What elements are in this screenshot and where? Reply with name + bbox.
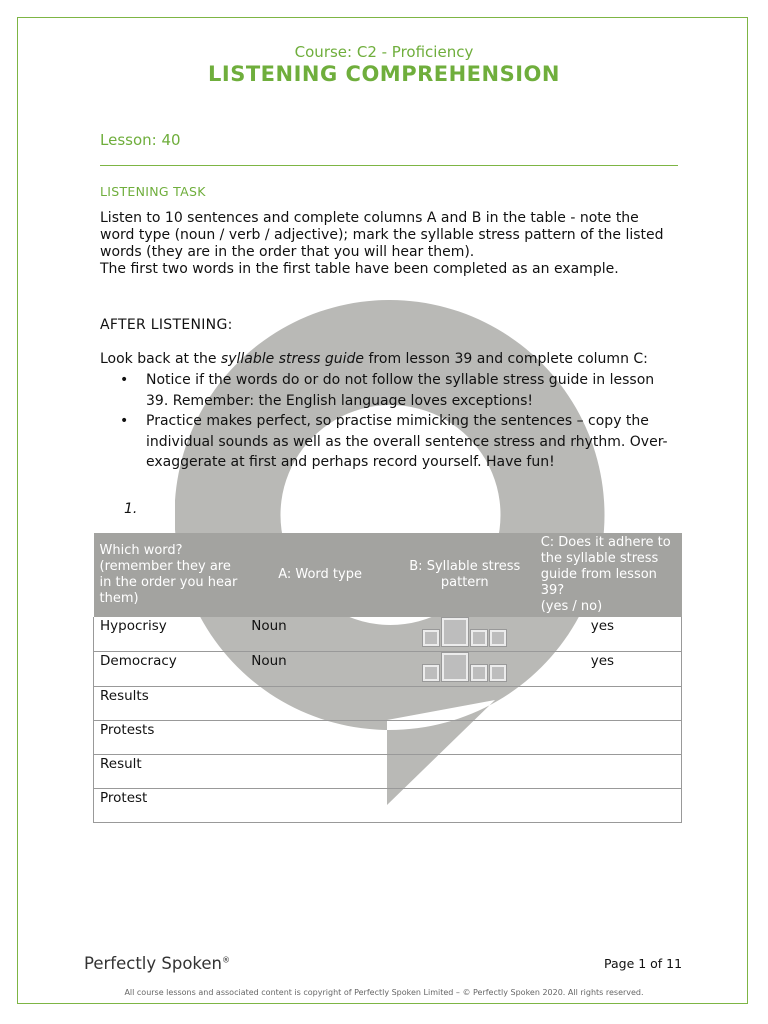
column-header-word	[94, 533, 246, 617]
look-text: Look back at the	[100, 351, 221, 367]
header-line: C: Does it adhere to	[540, 535, 671, 550]
adherence-cell[interactable]: yes	[535, 617, 682, 652]
list-item-line: exaggerate at first and perhaps record yourself. Have fun!	[146, 454, 555, 470]
header-line: pattern	[440, 575, 489, 590]
perfectly-spoken-logo	[84, 954, 230, 973]
lesson-number: Lesson: 40	[100, 131, 181, 149]
adherence-cell[interactable]	[535, 789, 682, 823]
look-text: from lesson 39 and complete column C:	[364, 351, 648, 367]
list-item-line: individual sounds as well as the overall sentence stress and rhythm. Over-	[146, 433, 668, 450]
word-cell[interactable]: Result	[94, 755, 246, 789]
list-item-line: 39. Remember: the English language loves exceptions!	[146, 392, 533, 409]
stress-pattern-cell[interactable]	[395, 721, 535, 755]
syllable-stress-guide-emphasis: syllable stress guide	[220, 351, 365, 367]
word-cell[interactable]: Protest	[94, 789, 246, 823]
table-row	[94, 789, 682, 823]
course-name: Course: C2 - Proficiency	[294, 43, 474, 61]
brand-name: Perfectly Spoken	[84, 954, 223, 973]
table-row	[94, 687, 682, 721]
bullet-icon: •	[120, 413, 129, 429]
column-header-word-type: A: Word type	[245, 533, 395, 617]
stress-pattern-cell[interactable]	[395, 789, 535, 823]
unstressed-syllable-box	[471, 665, 487, 681]
table-row	[94, 721, 682, 755]
header-line: them)	[99, 591, 139, 606]
look-back-instruction	[100, 351, 700, 368]
word-type-cell[interactable]	[245, 687, 395, 721]
word-cell[interactable]: Results	[94, 687, 246, 721]
table-header-row	[94, 533, 682, 617]
table-row	[94, 617, 682, 652]
adherence-cell[interactable]	[535, 687, 682, 721]
header-line: the syllable stress	[540, 551, 659, 566]
unstressed-syllable-box	[423, 630, 439, 646]
stressed-syllable-box	[442, 653, 468, 681]
header-line: in the order you hear	[99, 575, 238, 590]
stress-pattern-icon	[423, 618, 506, 646]
page-title: LISTENING COMPREHENSION	[208, 62, 560, 86]
unstressed-syllable-box	[490, 630, 506, 646]
word-cell[interactable]: Democracy	[94, 652, 246, 687]
header-divider	[100, 165, 678, 166]
word-stress-table	[93, 533, 682, 823]
column-header-adherence	[535, 533, 682, 617]
after-listening-heading: AFTER LISTENING:	[100, 317, 233, 333]
table-number: 1.	[124, 501, 138, 517]
header-line: Which word?	[99, 543, 183, 558]
table-row	[94, 755, 682, 789]
instruction-line: word type (noun / verb / adjective); mark the syllable stress pattern of the listed	[100, 227, 664, 243]
registered-mark: ®	[222, 955, 231, 965]
list-item	[100, 411, 690, 473]
page-number: Page 1 of 11	[604, 956, 683, 971]
listening-task-heading: LISTENING TASK	[100, 184, 206, 199]
word-type-cell[interactable]	[245, 789, 395, 823]
stress-pattern-icon	[423, 653, 506, 681]
header-line: guide from lesson	[540, 567, 657, 582]
instruction-line: Listen to 10 sentences and complete columns A and B in the table - note the	[100, 210, 639, 226]
stress-pattern-cell[interactable]	[395, 617, 535, 652]
stress-pattern-cell[interactable]	[395, 755, 535, 789]
copyright-notice: All course lessons and associated content is copyright of Perfectly Spoken Limited – © Perfectly Spoken 2020. All rights reserved.	[124, 988, 644, 997]
after-listening-list	[100, 370, 690, 473]
word-type-cell[interactable]: Noun	[245, 617, 395, 652]
adherence-cell[interactable]	[535, 755, 682, 789]
word-type-cell[interactable]	[245, 755, 395, 789]
header-line: (remember they are	[99, 559, 231, 574]
header-line: 39?	[540, 583, 565, 598]
bullet-icon: •	[120, 372, 129, 388]
stress-pattern-cell[interactable]	[395, 652, 535, 687]
list-item-line: Practice makes perfect, so practise mimicking the sentences – copy the	[146, 413, 649, 429]
instruction-line: words (they are in the order that you will hear them).	[100, 244, 475, 260]
adherence-cell[interactable]	[535, 721, 682, 755]
word-cell[interactable]: Protests	[94, 721, 246, 755]
list-item	[100, 370, 690, 411]
unstressed-syllable-box	[471, 630, 487, 646]
word-type-cell[interactable]: Noun	[245, 652, 395, 687]
stressed-syllable-box	[442, 618, 468, 646]
header-line: (yes / no)	[540, 599, 603, 614]
unstressed-syllable-box	[490, 665, 506, 681]
stress-pattern-cell[interactable]	[395, 687, 535, 721]
listening-task-instructions	[100, 210, 690, 278]
table-row	[94, 652, 682, 687]
word-cell[interactable]: Hypocrisy	[94, 617, 246, 652]
header-line: B: Syllable stress	[409, 559, 521, 574]
column-header-stress-pattern	[395, 533, 535, 617]
list-item-line: Notice if the words do or do not follow the syllable stress guide in lesson	[146, 372, 655, 388]
unstressed-syllable-box	[423, 665, 439, 681]
word-type-cell[interactable]	[245, 721, 395, 755]
instruction-line: The first two words in the first table have been completed as an example.	[100, 261, 619, 277]
adherence-cell[interactable]: yes	[535, 652, 682, 687]
